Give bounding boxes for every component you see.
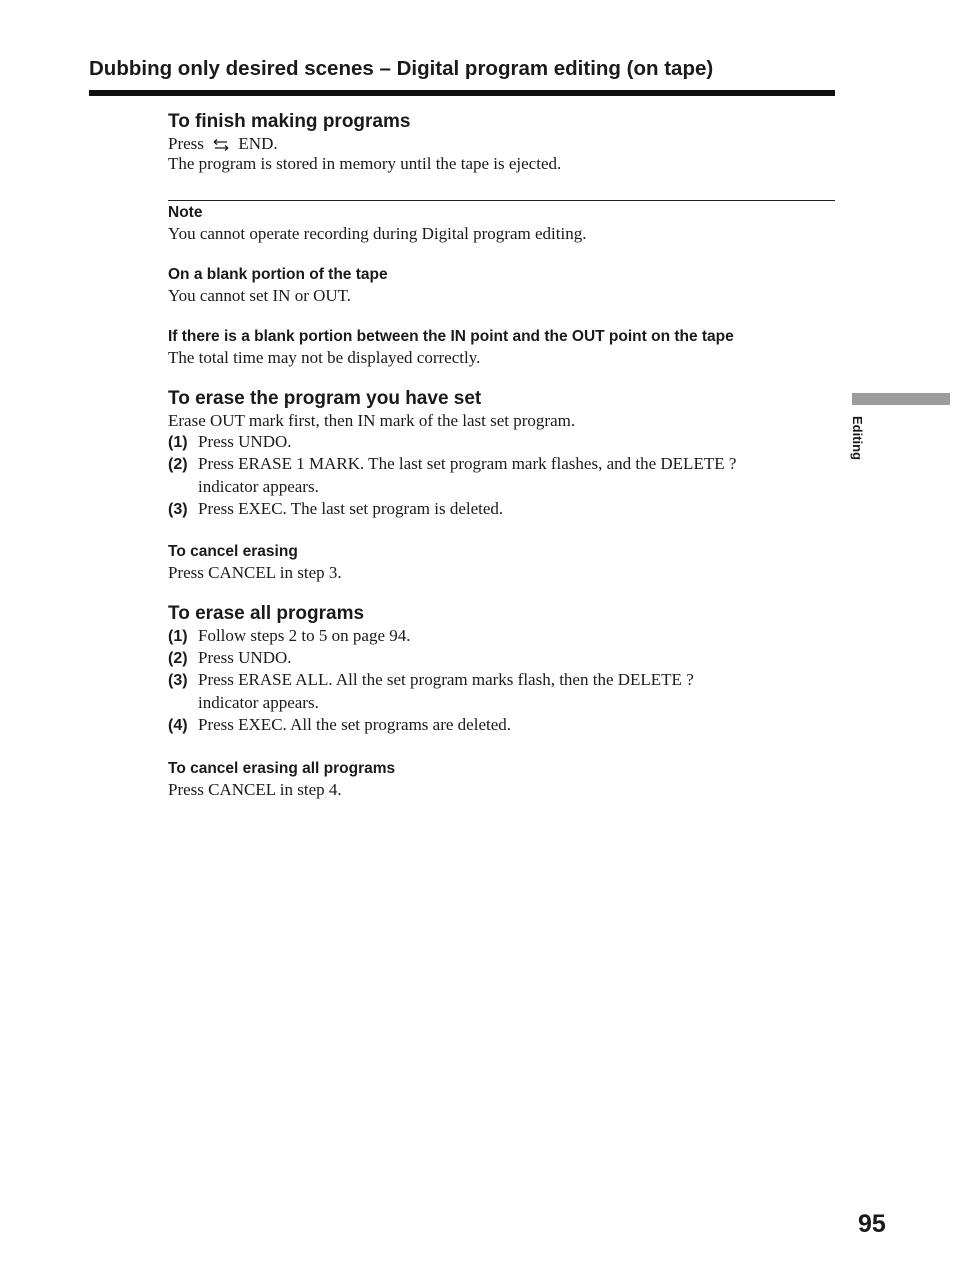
press-text: Press xyxy=(168,134,204,153)
cancel-erasing-all-text: Press CANCEL in step 4. xyxy=(168,780,342,799)
erase-all-step-1-text: Follow steps 2 to 5 on page 94. xyxy=(198,626,411,645)
erase-all-step-1-num: (1) xyxy=(168,628,188,645)
erase-set-step-2-text: Press ERASE 1 MARK. The last set program mark flashes, and the DELETE ? xyxy=(198,454,737,473)
erase-all-heading: To erase all programs xyxy=(168,603,365,624)
cancel-erasing-all-heading: To cancel erasing all programs xyxy=(168,760,396,777)
erase-set-step-2-num: (2) xyxy=(168,456,188,473)
section-tab-bar xyxy=(852,393,950,405)
section-tab-label: Editing xyxy=(850,416,865,461)
erase-set-step-3-num: (3) xyxy=(168,501,188,518)
erase-all-step-4-text: Press EXEC. All the set programs are deleted. xyxy=(198,715,512,734)
blank-between-text: The total time may not be displayed correctly. xyxy=(168,348,481,367)
erase-set-step-1-num: (1) xyxy=(168,434,188,451)
erase-set-heading: To erase the program you have set xyxy=(168,388,482,409)
blank-portion-text: You cannot set IN or OUT. xyxy=(168,286,352,305)
erase-all-step-3-text-cont: indicator appears. xyxy=(198,693,319,712)
erase-all-step-3-num: (3) xyxy=(168,672,188,689)
blank-between-heading: If there is a blank portion between the IN point and the OUT point on the tape xyxy=(168,328,734,345)
note-label: Note xyxy=(168,204,203,221)
page-title: Dubbing only desired scenes – Digital program editing (on tape) xyxy=(89,57,714,80)
finish-heading: To finish making programs xyxy=(168,111,411,132)
page-number: 95 xyxy=(858,1210,886,1238)
title-rule xyxy=(89,90,835,96)
return-arrow-icon xyxy=(212,136,230,156)
note-divider xyxy=(168,200,835,201)
erase-all-step-3-text: Press ERASE ALL. All the set program marks flash, then the DELETE ? xyxy=(198,670,694,689)
finish-stored-text: The program is stored in memory until the tape is ejected. xyxy=(168,154,562,173)
cancel-erasing-heading: To cancel erasing xyxy=(168,543,298,560)
erase-set-intro: Erase OUT mark first, then IN mark of the last set program. xyxy=(168,411,576,430)
erase-all-step-2-num: (2) xyxy=(168,650,188,667)
finish-press-line xyxy=(168,134,278,156)
erase-set-step-3-text: Press EXEC. The last set program is deleted. xyxy=(198,499,504,518)
erase-set-step-1-text: Press UNDO. xyxy=(198,432,292,451)
end-label: END. xyxy=(238,134,278,153)
erase-all-step-4-num: (4) xyxy=(168,717,188,734)
blank-portion-heading: On a blank portion of the tape xyxy=(168,266,388,283)
erase-set-step-2-text-cont: indicator appears. xyxy=(198,477,319,496)
note-text: You cannot operate recording during Digital program editing. xyxy=(168,224,587,243)
cancel-erasing-text: Press CANCEL in step 3. xyxy=(168,563,342,582)
erase-all-step-2-text: Press UNDO. xyxy=(198,648,292,667)
